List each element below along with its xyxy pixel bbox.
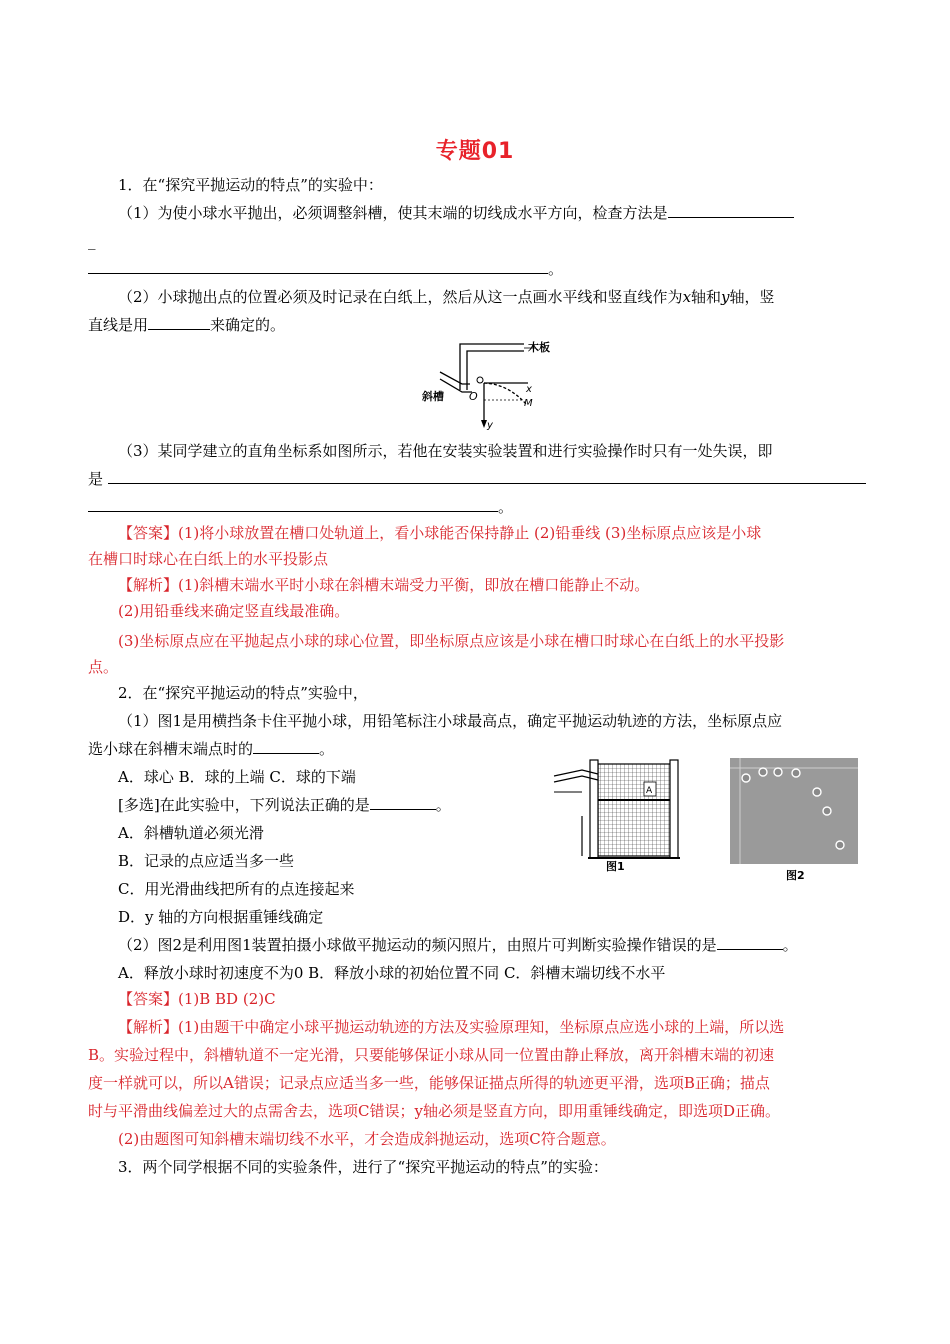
y-axis-label: y <box>487 420 493 431</box>
q2-part1-cont: 选小球在斜槽末端点时的 。 <box>88 736 866 762</box>
q1-answer-cont: 在槽口时球心在白纸上的水平投影点 <box>88 550 329 568</box>
q1-part3-line: 。 <box>88 494 866 520</box>
q2-analysis-5: (2)由题图可知斜槽末端切线不水平，才会造成斜抛运动，选项C符合题意。 <box>118 1130 616 1148</box>
answer-blank <box>370 793 436 810</box>
q2-options-1: A．球心 B．球的上端 C．球的下端 <box>118 768 356 786</box>
q2-part2: （2）图2是利用图1装置拍摄小球做平抛运动的频闪照片，由照片可判断实验操作错误的是 。 <box>118 932 866 958</box>
q1-answer: 【答案】(1)将小球放置在槽口处轨道上，看小球能否保持静止 (2)铅垂线 (3)坐标原点应该是小球 <box>118 524 762 542</box>
q1-part3-cont: 是 <box>88 466 866 492</box>
q2-option-c: C．用光滑曲线把所有的点连接起来 <box>118 880 355 898</box>
chute-diagram <box>410 336 570 432</box>
origin-label: O <box>469 390 478 403</box>
q2-analysis-2: B。实验过程中，斜槽轨道不一定光滑，只要能够保证小球从同一位置由静止释放，离开斜槽末端的初速 <box>88 1046 775 1064</box>
q3-stem: 3．两个同学根据不同的实验条件，进行了“探究平抛运动的特点”的实验： <box>118 1158 608 1176</box>
answer-blank <box>148 313 210 330</box>
q2-part1: （1）图1是用横挡条卡住平抛小球，用铅笔标注小球最高点，确定平抛运动轨迹的方法，坐标原点应 <box>118 712 783 730</box>
q1-analysis: 【解析】(1)斜槽末端水平时小球在斜槽末端受力平衡，即放在槽口能静止不动。 <box>118 576 650 594</box>
page-title: 专题01 <box>435 139 515 164</box>
board-label: 木板 <box>528 341 550 354</box>
x-axis-label: x <box>526 384 532 395</box>
figure-2-label: 图2 <box>786 869 805 882</box>
answer-blank <box>108 467 866 484</box>
q2-stem: 2．在“探究平抛运动的特点”实验中， <box>118 684 368 702</box>
q2-options-2: A．释放小球时初速度不为0 B．释放小球的初始位置不同 C．斜槽末端切线不水平 <box>118 964 666 982</box>
q2-option-a: A．斜槽轨道必须光滑 <box>118 824 264 842</box>
q2-option-b: B．记录的点应适当多一些 <box>118 852 295 870</box>
answer-blank <box>717 933 783 950</box>
ball-point-2 <box>759 768 767 776</box>
q1-analysis-3-cont: 点。 <box>88 658 119 676</box>
q1-part2-cont: 直线是用 来确定的。 <box>88 312 866 338</box>
answer-blank <box>88 495 498 512</box>
q2-answer: 【答案】(1)B BD (2)C <box>118 990 276 1008</box>
chute-label: 斜槽 <box>422 390 444 403</box>
q2-option-d: D．y 轴的方向根据重锤线确定 <box>118 908 324 926</box>
q1-part1: （1）为使小球水平抛出，必须调整斜槽，使其末端的切线成水平方向，检查方法是 <box>118 200 866 226</box>
ball-point-3 <box>774 768 782 776</box>
ball-point-4 <box>792 769 800 777</box>
q2-analysis-4: 时与平滑曲线偏差过大的点需舍去，选项C错误；y轴必须是竖直方向，即用重锤线确定，即选项D正确。 <box>88 1102 780 1120</box>
ball-point-1 <box>742 774 750 782</box>
figure-1-apparatus <box>552 756 684 876</box>
q2-analysis-3: 度一样就可以，所以A错误；记录点应适当多一些，能够保证描点所得的轨迹更平滑，选项B正确；描点 <box>88 1074 770 1092</box>
q1-part2: （2）小球抛出点的位置必须及时记录在白纸上，然后从这一点画水平线和竖直线作为x轴和y轴，竖 <box>118 288 775 306</box>
q1-part1-line: 。 <box>88 256 866 282</box>
q1-analysis-3: (3)坐标原点应在平抛起点小球的球心位置，即坐标原点应该是小球在槽口时球心在白纸上的水平投影 <box>118 632 785 650</box>
ball-point-7 <box>836 841 844 849</box>
q1-analysis-2: (2)用铅垂线来确定竖直线最准确。 <box>118 602 350 620</box>
answer-blank <box>253 737 319 754</box>
q2-multi: [多选]在此实验中，下列说法正确的是 。 <box>118 792 866 818</box>
figure-1-label: 图1 <box>606 860 625 873</box>
ball-point-5 <box>813 788 821 796</box>
q1-stem: 1．在“探究平抛运动的特点”的实验中： <box>118 176 383 194</box>
ball-point-6 <box>823 807 831 815</box>
answer-blank <box>668 201 794 218</box>
q1-part1-cont: _ <box>88 232 96 250</box>
figure-2-strobe-photo <box>730 758 860 882</box>
answer-blank <box>88 257 548 274</box>
svg-text:A: A <box>646 786 653 796</box>
q2-analysis: 【解析】(1)由题干中确定小球平抛运动轨迹的方法及实验原理知，坐标原点应选小球的上端，所以选 <box>118 1018 785 1036</box>
point-m-label: M <box>524 398 533 409</box>
q1-part3: （3）某同学建立的直角坐标系如图所示，若他在安装实验装置和进行实验操作时只有一处失误，即 <box>118 442 773 460</box>
